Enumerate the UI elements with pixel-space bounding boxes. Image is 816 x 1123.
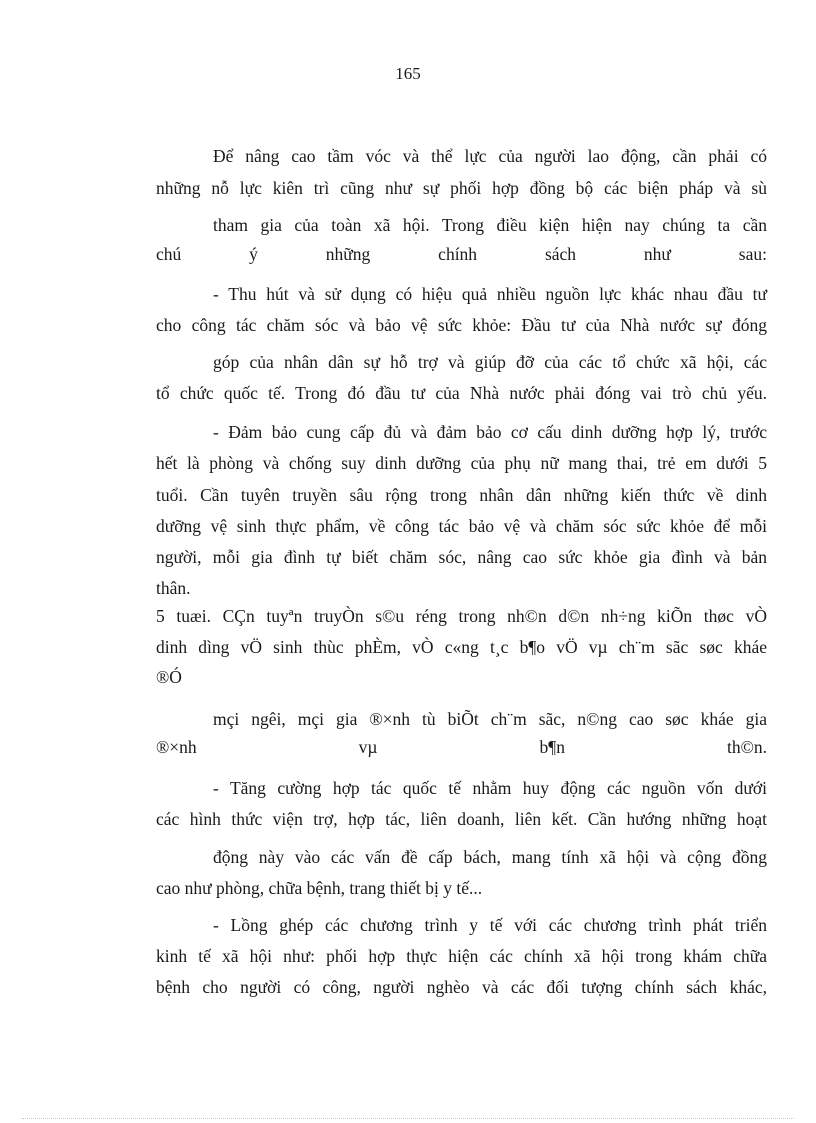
text-line: các hình thức viện trợ, hợp tác, liên doanh, liên kết. Cần hướng những hoạt [156,809,767,829]
text-line: chú ý những chính sách như sau: [156,244,767,264]
text-line: - Thu hút và sử dụng có hiệu quả nhiều nguồn lực khác nhau đầu tư [213,284,767,304]
text-line: ®Ó [156,667,182,687]
text-line: tuổi. Cần tuyên truyền sâu rộng trong nhân dân những kiến thức về dinh [156,485,767,505]
page-bottom-border [22,1118,794,1119]
text-line: tổ chức quốc tế. Trong đó đầu tư của Nhà nước phải đóng vai trò chủ yếu. [156,383,767,403]
text-line: mçi ngêi, mçi gia ®×nh tù biÕt ch¨m sãc, n©ng cao søc kháe gia [213,709,767,729]
page-number: 165 [395,64,421,83]
text-line: những nỗ lực kiên trì cũng như sự phối hợp đồng bộ các biện pháp và sù [156,178,767,198]
text-line: thân. [156,578,191,598]
text-line: cho công tác chăm sóc và bảo vệ sức khỏe: Đầu tư của Nhà nước sự đóng [156,315,767,335]
text-line: dưỡng vệ sinh thực phẩm, về công tác bảo vệ và chăm sóc sức khỏe để mỗi [156,516,767,536]
text-line: hết là phòng và chống suy dinh dưỡng của phụ nữ mang thai, trẻ em dưới 5 [156,453,767,473]
text-line: bệnh cho người có công, người nghèo và các đối tượng chính sách khác, [156,977,767,997]
text-line: kinh tế xã hội như: phối hợp thực hiện các chính xã hội trong khám chữa [156,946,767,966]
text-line: 5 tuæi. CÇn tuyªn truyÒn s©u réng trong nh©n d©n nh÷ng kiÕn thøc vÒ [156,606,767,626]
text-line: tham gia của toàn xã hội. Trong điều kiện hiện nay chúng ta cần [213,215,767,235]
text-line: cao như phòng, chữa bệnh, trang thiết bị y tế... [156,878,483,898]
text-line: - Tăng cường hợp tác quốc tế nhằm huy động các nguồn vốn dưới [213,778,767,798]
text-line: ®×nh vµ b¶n th©n. [156,737,767,757]
text-line: Để nâng cao tầm vóc và thể lực của người lao động, cần phải có [213,146,767,166]
text-line: - Đảm bảo cung cấp đủ và đảm bảo cơ cấu dinh dưỡng hợp lý, trước [213,422,767,442]
text-line: - Lồng ghép các chương trình y tế với các chương trình phát triển [213,915,767,935]
text-line: góp của nhân dân sự hỗ trợ và giúp đỡ của các tổ chức xã hội, các [213,352,767,372]
text-line: dinh dìng vÖ sinh thùc phÈm, vÒ c«ng t¸c b¶o vÖ vµ ch¨m sãc søc kháe [156,637,767,657]
text-line: động này vào các vấn đề cấp bách, mang tính xã hội và cộng đồng [213,847,767,867]
text-line: người, mỗi gia đình tự biết chăm sóc, nâng cao sức khỏe gia đình và bản [156,547,767,567]
